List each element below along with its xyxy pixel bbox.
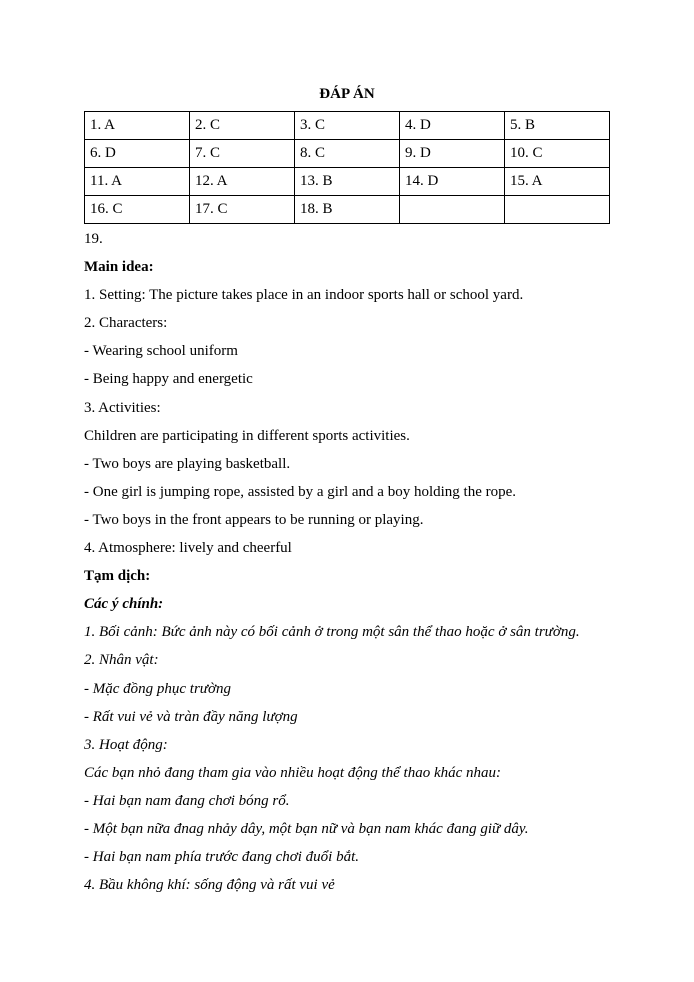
section-heading-main-idea: Main idea: [84,259,154,276]
paragraph-line: 4. Atmosphere: lively and cheerful [84,540,292,557]
answer-key-table [84,111,610,224]
answer-cell: 4. D [400,112,505,140]
paragraph-line: - Being happy and energetic [84,371,253,388]
paragraph-line: 3. Activities: [84,399,161,416]
translation-line: 2. Nhân vật: [84,652,159,669]
translation-line: - Hai bạn nam đang chơi bóng rổ. [84,792,290,809]
translation-line: - Hai bạn nam phía trước đang chơi đuổi bắt. [84,849,360,866]
question-number: 19. [84,231,103,247]
answer-cell: 1. A [85,112,190,140]
answer-explanation [84,229,664,903]
table-row [85,140,610,168]
translation-line: 4. Bầu không khí: sống động và rất vui vẻ [84,877,335,894]
answer-cell: 11. A [85,168,190,196]
answer-cell [505,196,610,224]
answer-cell: 13. B [295,168,400,196]
answer-cell: 7. C [190,140,295,168]
section-heading-main-points: Các ý chính: [84,596,164,613]
paragraph-line: - One girl is jumping rope, assisted by a girl and a boy holding the rope. [84,483,517,500]
table-row [85,168,610,196]
table-row [85,196,610,224]
answer-cell: 10. C [505,140,610,168]
translation-line: - Rất vui vẻ và tràn đầy năng lượng [84,708,298,725]
paragraph-line: - Two boys in the front appears to be running or playing. [84,511,424,528]
page-title: ĐÁP ÁN [319,86,375,102]
answer-cell: 9. D [400,140,505,168]
answer-cell: 14. D [400,168,505,196]
paragraph-line: - Two boys are playing basketball. [84,455,291,472]
translation-line: 1. Bối cảnh: Bức ảnh này có bối cảnh ở trong một sân thể thao hoặc ở sân trường. [84,624,580,641]
answer-cell: 3. C [295,112,400,140]
translation-line: 3. Hoạt động: [84,736,168,753]
translation-line: - Mặc đồng phục trường [84,680,231,697]
answer-cell: 16. C [85,196,190,224]
paragraph-line: - Wearing school uniform [84,343,238,360]
answer-cell: 8. C [295,140,400,168]
answer-cell: 17. C [190,196,295,224]
paragraph-line: 1. Setting: The picture takes place in an indoor sports hall or school yard. [84,287,524,304]
table-row [85,112,610,140]
answer-cell: 15. A [505,168,610,196]
answer-cell: 5. B [505,112,610,140]
answer-cell: 18. B [295,196,400,224]
translation-line: - Một bạn nữa đnag nhảy dây, một bạn nữ và bạn nam khác đang giữ dây. [84,820,529,837]
translation-line: Các bạn nhỏ đang tham gia vào nhiều hoạt động thể thao khác nhau: [84,764,502,781]
answer-cell: 2. C [190,112,295,140]
answer-cell [400,196,505,224]
answer-cell: 6. D [85,140,190,168]
paragraph-line: Children are participating in different sports activities. [84,427,410,444]
paragraph-line: 2. Characters: [84,315,168,332]
section-heading-translation: Tạm dịch: [84,568,151,585]
answer-cell: 12. A [190,168,295,196]
